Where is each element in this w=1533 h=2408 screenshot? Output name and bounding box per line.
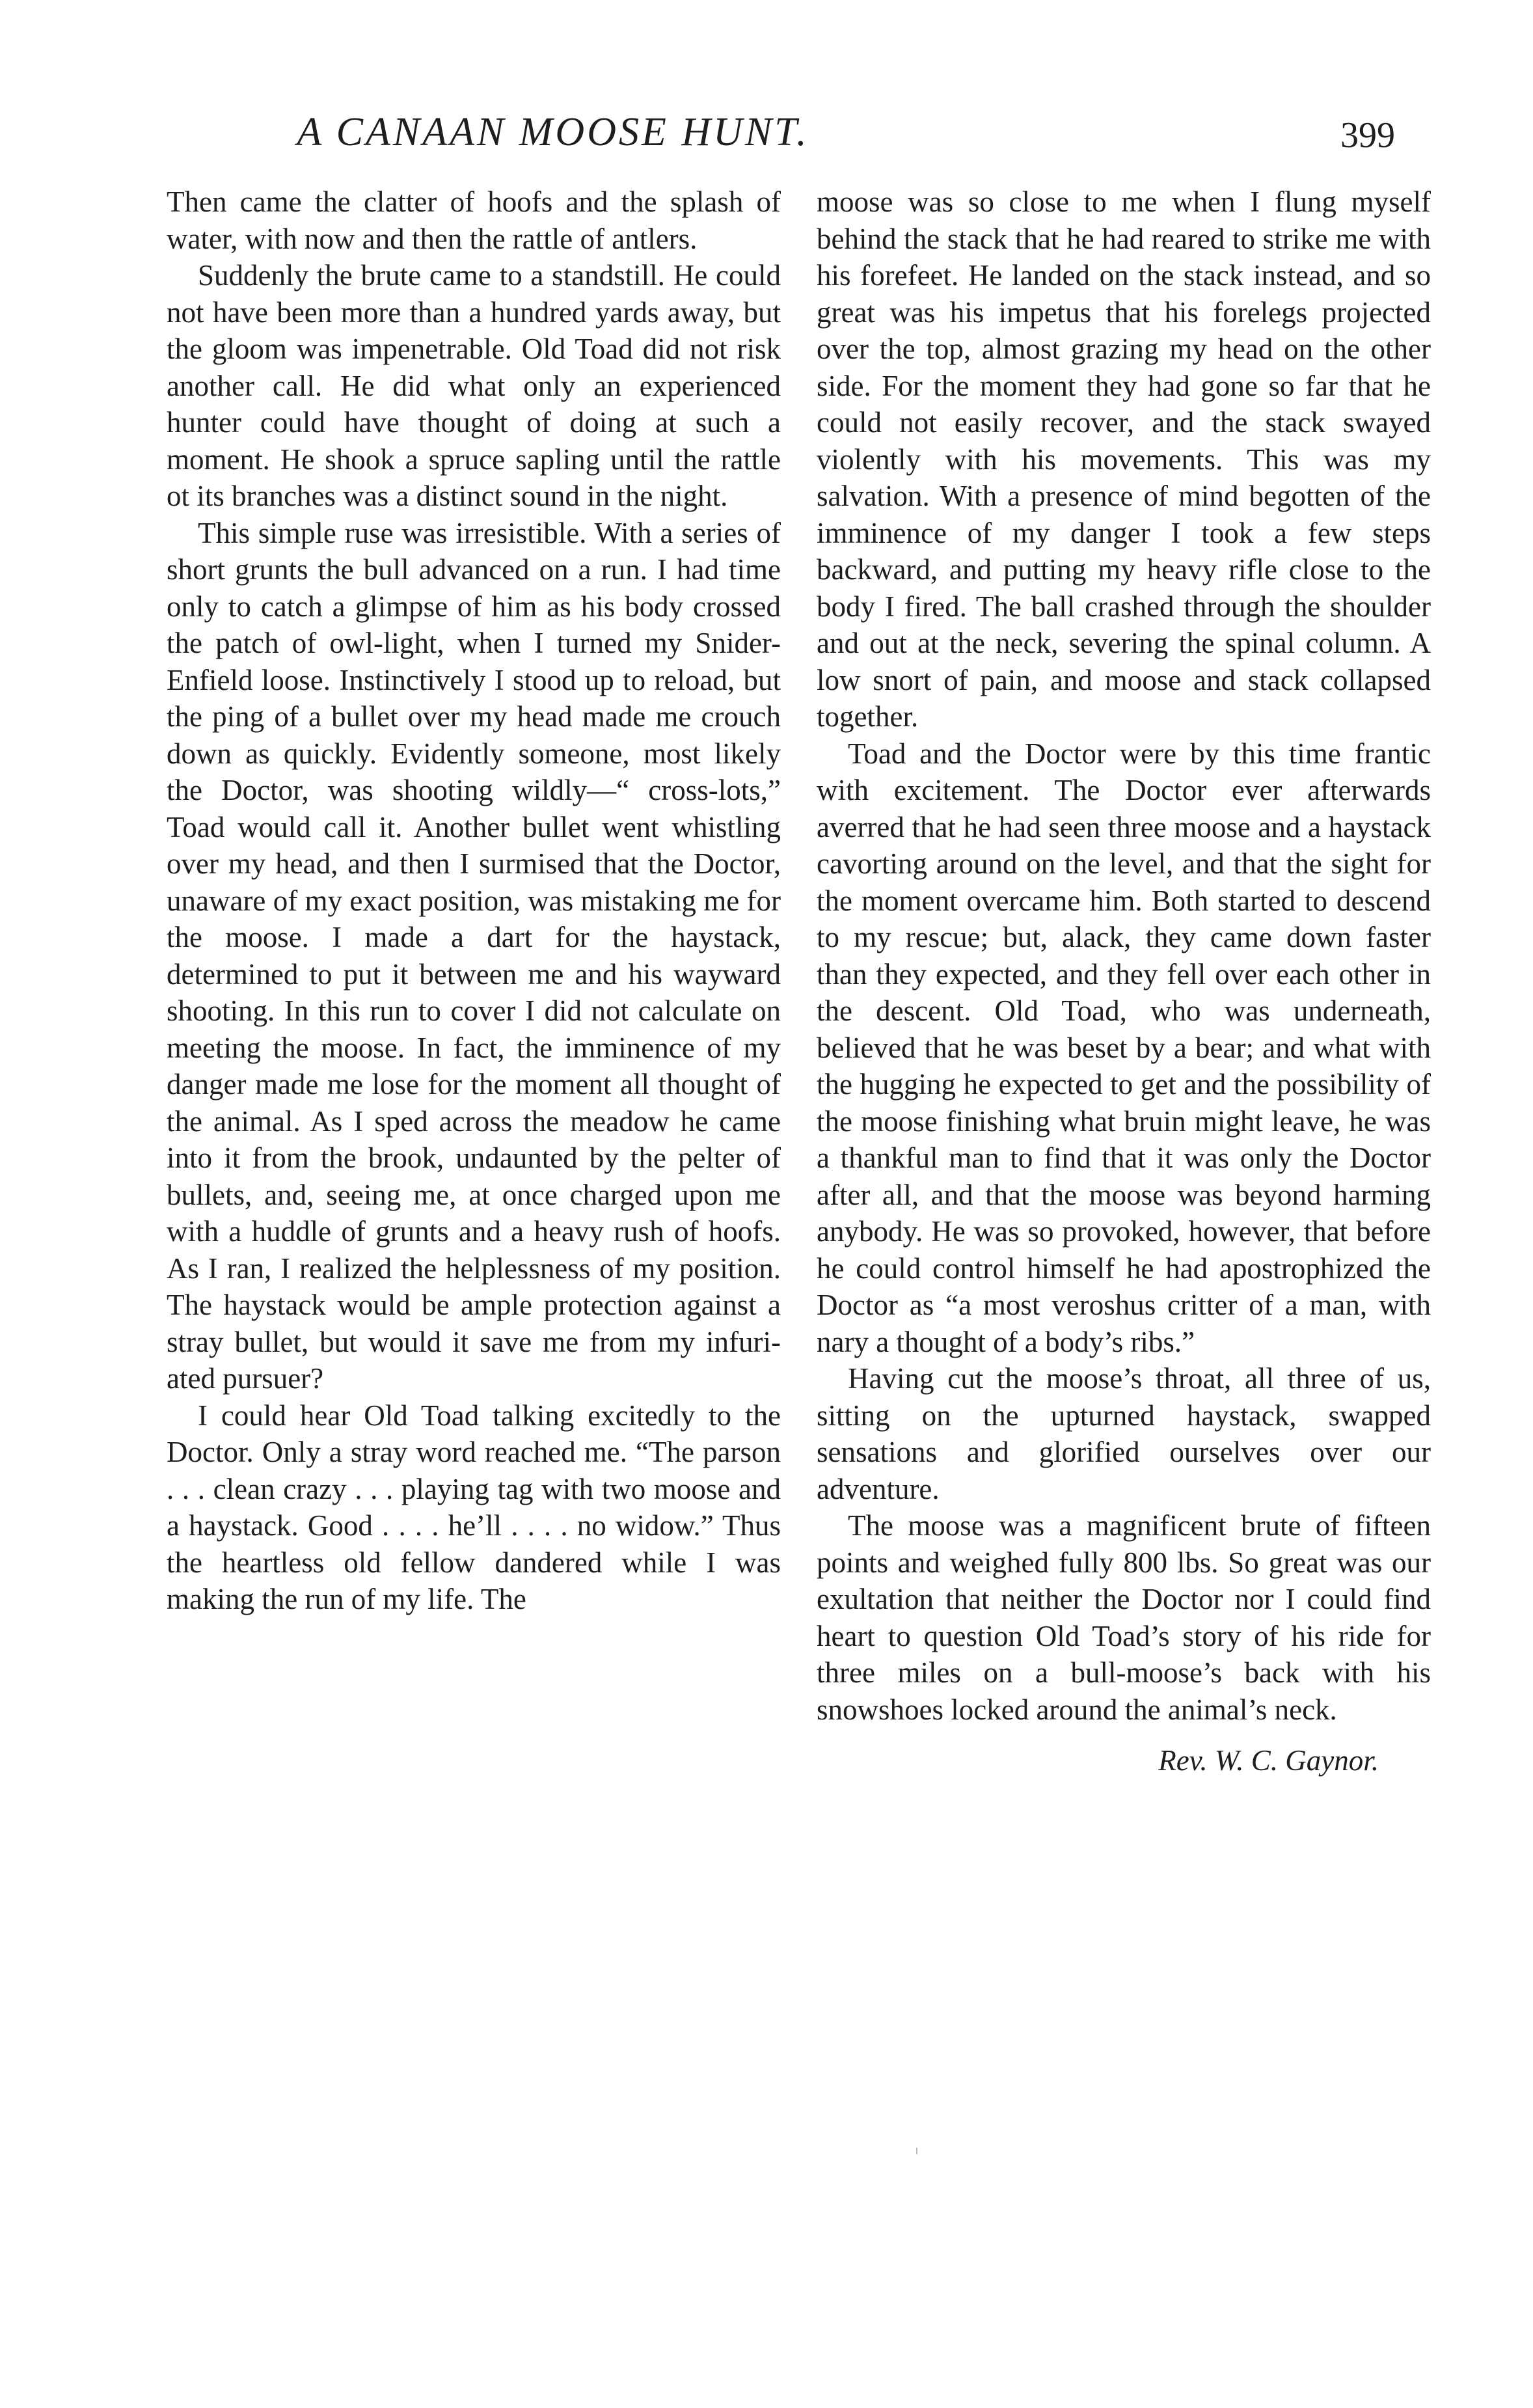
right-column (817, 184, 1431, 1779)
paragraph: Suddenly the brute came to a standstill. He could not have been more than a hundred yards away, but the gloom was impenetrable. Old Toad did not risk another call. He did what only an experienced hunter could have thought of doing at such a moment. He shook a spruce sapling until the rattle ot its branches was a distinct sound in the night. (167, 259, 781, 512)
paragraph: moose was so close to me when I flung myself behind the stack that he had reared to strike me with his forefeet. He landed on the stack instead, and so great was his impetus that his forelegs projected over the top, almost grazing my head on the other side. For the moment they had gone so far that he could not easily recover, and the stack swayed violently with his movements. This was my salvation. With a presence of mind begotten of the imminence of my danger I took a few steps backward, and putting my heavy rifle close to the body I fired. The ball crashed through the shoulder and out at the neck, severing the spinal column. A low snort of pain, and moose and stack collapsed together. (817, 185, 1431, 733)
running-title: A CANAAN MOOSE HUNT. (297, 110, 809, 154)
paragraph: Then came the clatter of hoofs and the splash of water, with now and then the rattle of antlers. (167, 185, 781, 255)
paragraph: Toad and the Doctor were by this time frantic with excitement. The Doctor ever afterwards averred that he had seen three moose and a haystack cavorting around on the level, and that the sight for the moment overcame him. Both started to descend to my rescue; but, alack, they came down faster than they expected, and they fell over each other in the descent. Old Toad, who was underneath, believed that he was beset by a bear; and what with the hugging he expected to get and the possibility of the moose finishing what bruin might leave, he was a thankful man to find that it was only the Doctor after all, and that the moose was beyond harming anybody. He was so provoked, however, that before he could control himself he had apostrophized the Doctor as “a most veroshus critter of a man, with nary a thought of a body’s ribs.” (817, 737, 1431, 1358)
author-signature: Rev. W. C. Gaynor. (1158, 1744, 1379, 1777)
page-number: 399 (1340, 115, 1395, 156)
left-column (167, 184, 781, 1618)
paragraph: I could hear Old Toad talking excitedly to the Doctor. Only a stray word reached me. “The parson . . . clean crazy . . . playing tag with two moose and a haystack. Good . . . . he’ll . . . . no widow.” Thus the heartless old fellow dandered while I was making the run of my life. The (167, 1399, 781, 1615)
print-mark (916, 2148, 917, 2154)
paragraph: The moose was a magnificent brute of fifteen points and weighed fully 800 lbs. So great was our exultation that neither the Doctor nor I could find heart to question Old Toad’s story of his ride for three miles on a bull-moose’s back with his snowshoes locked around the animal’s neck. (817, 1509, 1431, 1726)
paragraph: Having cut the moose’s throat, all three of us, sitting on the upturned haystack, swapped sensations and glorified ourselves over our adventure. (817, 1362, 1431, 1505)
paragraph: This simple ruse was irresistible. With a series of short grunts the bull advanced on a run. I had time only to catch a glimpse of him as his body crossed the patch of owl-light, when I turned my Snider-Enfield loose. Instinctively I stood up to reload, but the ping of a bullet over my head made me crouch down as quickly. Evidently someone, most likely the Doctor, was shooting wildly—“ cross-lots,” Toad would call it. Another bullet went whistling over my head, and then I surmised that the Doctor, unaware of my exact position, was mistaking me for the moose. I made a dart for the haystack, determined to put it between me and his wayward shooting. In this run to cover I did not calculate on meeting the moose. In fact, the imminence of my danger made me lose for the moment all thought of the animal. As I sped across the meadow he came into it from the brook, undaunted by the pelter of bullets, and, seeing me, at once charged upon me with a huddle of grunts and a heavy rush of hoofs. As I ran, I realized the helplessness of my position. The haystack would be ample protection against a stray bullet, but would it save me from my infuriated pursuer? (167, 516, 781, 1395)
